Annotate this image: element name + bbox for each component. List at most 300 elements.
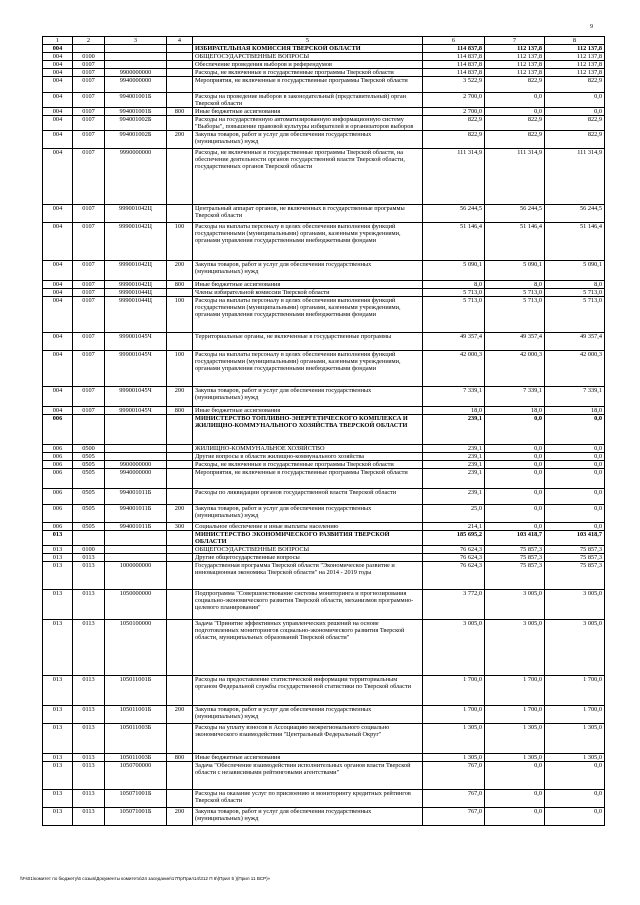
expense-type-cell — [167, 45, 193, 53]
expense-type-cell: 200 — [167, 505, 193, 523]
amount-cell: 75 857,3 — [545, 546, 605, 554]
description-cell: Задача "Принятие эффективных управленческих решений на основе подготовленных мониторингов социально-экономического развития Тверской области, муниципальных образований Тверской области" — [193, 620, 423, 676]
table-row — [43, 415, 605, 445]
target-article-cell: 9940000000 — [105, 469, 167, 489]
description-cell: МИНИСТЕРСТВО ЭКОНОМИЧЕСКОГО РАЗВИТИЯ ТВЕРСКОЙ ОБЛАСТИ — [193, 531, 423, 546]
amount-cell: 5 713,0 — [545, 297, 605, 333]
amount-cell: 2 700,0 — [423, 93, 485, 108]
amount-cell: 5 090,1 — [423, 261, 485, 281]
expense-type-cell: 100 — [167, 297, 193, 333]
section-cell: 0505 — [73, 505, 105, 523]
code-cell: 006 — [43, 505, 73, 523]
code-cell: 013 — [43, 754, 73, 762]
amount-cell: 239,1 — [423, 489, 485, 505]
amount-cell: 5 713,0 — [423, 297, 485, 333]
code-cell: 004 — [43, 149, 73, 205]
amount-cell: 0,0 — [485, 523, 545, 531]
table-row — [43, 149, 605, 205]
amount-cell: 111 314,9 — [485, 149, 545, 205]
expense-type-cell — [167, 790, 193, 808]
target-article-cell: 9940000000 — [105, 77, 167, 93]
target-article-cell: 1000000000 — [105, 562, 167, 590]
column-header: 2 — [73, 37, 105, 45]
amount-cell: 18,0 — [545, 407, 605, 415]
target-article-cell — [105, 45, 167, 53]
table-row — [43, 808, 605, 826]
amount-cell: 5 713,0 — [485, 289, 545, 297]
expense-type-cell: 200 — [167, 706, 193, 724]
amount-cell: 822,9 — [545, 77, 605, 93]
amount-cell: 0,0 — [485, 762, 545, 790]
amount-cell: 0,0 — [485, 445, 545, 453]
amount-cell: 1 305,0 — [485, 724, 545, 754]
amount-cell: 0,0 — [545, 489, 605, 505]
table-row — [43, 45, 605, 53]
table-row — [43, 261, 605, 281]
section-cell: 0107 — [73, 205, 105, 223]
table-row — [43, 489, 605, 505]
code-cell: 004 — [43, 223, 73, 261]
description-cell: Закупка товаров, работ и услуг для обеспечения государственных (муниципальных) нужд — [193, 505, 423, 523]
description-cell: Закупка товаров, работ и услуг для обеспечения государственных (муниципальных) нужд — [193, 387, 423, 407]
amount-cell: 42 000,3 — [545, 351, 605, 387]
expense-type-cell: 200 — [167, 808, 193, 826]
amount-cell: 822,9 — [423, 116, 485, 131]
target-article-cell: 999001042Ц — [105, 261, 167, 281]
target-article-cell: 999001045Ч — [105, 407, 167, 415]
amount-cell: 1 305,0 — [423, 724, 485, 754]
amount-cell: 0,0 — [485, 453, 545, 461]
section-cell: 0107 — [73, 289, 105, 297]
expense-type-cell — [167, 762, 193, 790]
table-row — [43, 223, 605, 261]
amount-cell: 2 700,0 — [423, 108, 485, 116]
target-article-cell: 999001045Ч — [105, 387, 167, 407]
table-row — [43, 469, 605, 489]
amount-cell: 5 713,0 — [423, 289, 485, 297]
description-cell: Задача "Обеспечение взаимодействия исполнительных органов власти Тверской области с независимыми рейтинговыми агентствами" — [193, 762, 423, 790]
amount-cell: 822,9 — [485, 77, 545, 93]
amount-cell: 56 244,5 — [545, 205, 605, 223]
amount-cell: 75 857,3 — [545, 554, 605, 562]
amount-cell: 25,0 — [423, 505, 485, 523]
amount-cell: 3 005,0 — [545, 590, 605, 620]
description-cell: ОБЩЕГОСУДАРСТВЕННЫЕ ВОПРОСЫ — [193, 53, 423, 61]
target-article-cell: 994001011Б — [105, 489, 167, 505]
section-cell: 0107 — [73, 297, 105, 333]
column-header: 6 — [423, 37, 485, 45]
description-cell: Государственная программа Тверской области "Экономическое развитие и инновационная экономика Тверской области" на 2014 - 2019 годы — [193, 562, 423, 590]
target-article-cell: 994001002Б — [105, 131, 167, 149]
budget-table-body — [43, 37, 605, 826]
amount-cell: 111 314,9 — [545, 149, 605, 205]
description-cell: Расходы на оказание услуг по присвоению и мониторингу кредитных рейтингов Тверской области — [193, 790, 423, 808]
description-cell: Подпрограмма "Совершенствование системы мониторинга и прогнозирования социально-экономического развития Тверской области, механизмов программно-целевого планирования" — [193, 590, 423, 620]
amount-cell: 7 339,1 — [545, 387, 605, 407]
table-row — [43, 762, 605, 790]
section-cell: 0107 — [73, 149, 105, 205]
description-cell: Закупка товаров, работ и услуг для обеспечения государственных (муниципальных) нужд — [193, 261, 423, 281]
description-cell: Закупка товаров, работ и услуг для обеспечения государственных (муниципальных) нужд — [193, 131, 423, 149]
amount-cell: 1 700,0 — [485, 706, 545, 724]
table-row — [43, 69, 605, 77]
table-header-row — [43, 37, 605, 45]
table-row — [43, 93, 605, 108]
amount-cell: 0,0 — [545, 762, 605, 790]
code-cell: 004 — [43, 205, 73, 223]
target-article-cell — [105, 453, 167, 461]
section-cell: 0113 — [73, 554, 105, 562]
amount-cell: 239,1 — [423, 469, 485, 489]
amount-cell: 822,9 — [545, 116, 605, 131]
code-cell: 004 — [43, 131, 73, 149]
code-cell: 013 — [43, 590, 73, 620]
code-cell: 013 — [43, 546, 73, 554]
description-cell: Социальное обеспечение и иные выплаты населению — [193, 523, 423, 531]
amount-cell: 103 418,7 — [545, 531, 605, 546]
expense-type-cell — [167, 453, 193, 461]
description-cell: Расходы на предоставление статистической информации территориальным органом Федеральной службы государственной статистики по Тверской области — [193, 676, 423, 706]
section-cell: 0505 — [73, 469, 105, 489]
section-cell: 0100 — [73, 546, 105, 554]
code-cell: 004 — [43, 297, 73, 333]
description-cell: Обеспечение проведения выборов и референдумов — [193, 61, 423, 69]
amount-cell: 112 137,8 — [545, 45, 605, 53]
code-cell: 013 — [43, 790, 73, 808]
amount-cell: 1 700,0 — [423, 676, 485, 706]
amount-cell: 185 695,2 — [423, 531, 485, 546]
description-cell: Другие вопросы в области жилищно-коммунального хозяйства — [193, 453, 423, 461]
expense-type-cell — [167, 469, 193, 489]
table-row — [43, 620, 605, 676]
table-row — [43, 205, 605, 223]
amount-cell: 767,0 — [423, 790, 485, 808]
amount-cell: 5 713,0 — [485, 297, 545, 333]
description-cell: Закупка товаров, работ и услуг для обеспечения государственных (муниципальных) нужд — [193, 808, 423, 826]
target-article-cell: 999001042Ц — [105, 205, 167, 223]
code-cell: 006 — [43, 523, 73, 531]
table-row — [43, 281, 605, 289]
amount-cell: 76 624,3 — [423, 546, 485, 554]
target-article-cell: 999001045Ч — [105, 351, 167, 387]
budget-table — [42, 36, 605, 826]
expense-type-cell — [167, 590, 193, 620]
target-article-cell: 994001001Б — [105, 93, 167, 108]
amount-cell: 0,0 — [545, 505, 605, 523]
target-article-cell: 999001042Ц — [105, 281, 167, 289]
section-cell: 0107 — [73, 387, 105, 407]
section-cell: 0107 — [73, 108, 105, 116]
section-cell: 0107 — [73, 261, 105, 281]
table-row — [43, 53, 605, 61]
page-number: 9 — [590, 24, 593, 30]
section-cell: 0113 — [73, 676, 105, 706]
amount-cell: 214,1 — [423, 523, 485, 531]
amount-cell: 0,0 — [485, 415, 545, 445]
target-article-cell: 994001011Б — [105, 505, 167, 523]
description-cell: Расходы, не включенные в государственные программы Тверской области — [193, 69, 423, 77]
description-cell: ИЗБИРАТЕЛЬНАЯ КОМИССИЯ ТВЕРСКОЙ ОБЛАСТИ — [193, 45, 423, 53]
amount-cell: 0,0 — [545, 790, 605, 808]
expense-type-cell — [167, 562, 193, 590]
section-cell: 0505 — [73, 461, 105, 469]
description-cell: Другие общегосударственные вопросы — [193, 554, 423, 562]
amount-cell: 0,0 — [485, 469, 545, 489]
amount-cell: 3 005,0 — [423, 620, 485, 676]
target-article-cell: 9900000000 — [105, 69, 167, 77]
description-cell: МИНИСТЕРСТВО ТОПЛИВНО-ЭНЕРГЕТИЧЕСКОГО КОМПЛЕКСА И ЖИЛИЩНО-КОММУНАЛЬНОГО ХОЗЯЙСТВА ТВЕРСКОЙ ОБЛАСТИ — [193, 415, 423, 445]
description-cell: Мероприятия, не включенные в государственные программы Тверской области — [193, 469, 423, 489]
amount-cell: 75 857,3 — [545, 562, 605, 590]
amount-cell: 112 137,8 — [485, 69, 545, 77]
description-cell: Иные бюджетные ассигнования — [193, 281, 423, 289]
amount-cell: 1 700,0 — [423, 706, 485, 724]
expense-type-cell: 800 — [167, 754, 193, 762]
expense-type-cell — [167, 724, 193, 754]
target-article-cell: 105011001Б — [105, 676, 167, 706]
amount-cell: 239,1 — [423, 415, 485, 445]
target-article-cell: 999001042Ц — [105, 223, 167, 261]
table-row — [43, 445, 605, 453]
amount-cell: 7 339,1 — [485, 387, 545, 407]
amount-cell: 111 314,9 — [423, 149, 485, 205]
code-cell: 004 — [43, 53, 73, 61]
section-cell: 0113 — [73, 808, 105, 826]
section-cell: 0505 — [73, 523, 105, 531]
expense-type-cell — [167, 554, 193, 562]
description-cell: Иные бюджетные ассигнования — [193, 754, 423, 762]
description-cell: Мероприятия, не включенные в государственные программы Тверской области — [193, 77, 423, 93]
section-cell: 0113 — [73, 754, 105, 762]
amount-cell: 114 837,8 — [423, 69, 485, 77]
code-cell: 013 — [43, 762, 73, 790]
target-article-cell: 994001001Б — [105, 108, 167, 116]
description-cell: Расходы на выплаты персоналу в целях обеспечения выполнения функций государственными (муниципальными) органами, казенными учреждениями, органами управления государственными внебюджетными фондами — [193, 223, 423, 261]
section-cell — [73, 531, 105, 546]
description-cell: Расходы на уплату взносов в Ассоциацию межрегионального социально экономического взаимодействия "Центральный Федеральный Округ" — [193, 724, 423, 754]
amount-cell: 7 339,1 — [423, 387, 485, 407]
column-header: 1 — [43, 37, 73, 45]
amount-cell: 51 146,4 — [485, 223, 545, 261]
code-cell: 006 — [43, 469, 73, 489]
expense-type-cell — [167, 61, 193, 69]
table-row — [43, 562, 605, 590]
expense-type-cell — [167, 620, 193, 676]
description-cell: Расходы на выплаты персоналу в целях обеспечения выполнения функций государственными (муниципальными) органами, казенными учреждениями, органами управления государственными внебюджетными фондами — [193, 297, 423, 333]
expense-type-cell: 800 — [167, 108, 193, 116]
code-cell: 013 — [43, 554, 73, 562]
target-article-cell: 1050100000 — [105, 620, 167, 676]
target-article-cell: 105011003Б — [105, 724, 167, 754]
amount-cell: 75 857,3 — [485, 546, 545, 554]
code-cell: 004 — [43, 61, 73, 69]
target-article-cell: 1050000000 — [105, 590, 167, 620]
code-cell: 006 — [43, 461, 73, 469]
amount-cell: 18,0 — [423, 407, 485, 415]
target-article-cell — [105, 554, 167, 562]
table-row — [43, 333, 605, 351]
code-cell: 006 — [43, 489, 73, 505]
amount-cell: 112 137,8 — [485, 53, 545, 61]
target-article-cell: 999001045Ч — [105, 333, 167, 351]
table-row — [43, 131, 605, 149]
amount-cell: 0,0 — [545, 453, 605, 461]
table-row — [43, 461, 605, 469]
section-cell: 0505 — [73, 489, 105, 505]
description-cell: Расходы на выплаты персоналу в целях обеспечения выполнения функций государственными (муниципальными) органами, казенными учреждениями, органами управления государственными внебюджетными фондами — [193, 351, 423, 387]
amount-cell: 1 700,0 — [545, 676, 605, 706]
table-row — [43, 706, 605, 724]
amount-cell: 0,0 — [545, 93, 605, 108]
amount-cell: 0,0 — [485, 108, 545, 116]
code-cell: 013 — [43, 808, 73, 826]
amount-cell: 822,9 — [485, 116, 545, 131]
amount-cell: 8,0 — [485, 281, 545, 289]
expense-type-cell: 200 — [167, 261, 193, 281]
table-row — [43, 724, 605, 754]
table-row — [43, 387, 605, 407]
amount-cell: 0,0 — [545, 415, 605, 445]
section-cell: 0113 — [73, 562, 105, 590]
section-cell: 0505 — [73, 453, 105, 461]
target-article-cell: 9900000000 — [105, 461, 167, 469]
description-cell: Расходы, не включенные в государственные программы Тверской области, на обеспечение деятельности органов государственной власти Тверской области, государственных органов Тверской области — [193, 149, 423, 205]
amount-cell: 114 837,8 — [423, 45, 485, 53]
amount-cell: 5 713,0 — [545, 289, 605, 297]
target-article-cell — [105, 445, 167, 453]
target-article-cell: 999001044Ц — [105, 297, 167, 333]
section-cell: 0113 — [73, 620, 105, 676]
amount-cell: 1 305,0 — [545, 754, 605, 762]
amount-cell: 3 005,0 — [545, 620, 605, 676]
expense-type-cell — [167, 53, 193, 61]
table-row — [43, 116, 605, 131]
amount-cell: 1 305,0 — [423, 754, 485, 762]
target-article-cell — [105, 53, 167, 61]
column-header: 4 — [167, 37, 193, 45]
amount-cell: 42 000,3 — [485, 351, 545, 387]
amount-cell: 0,0 — [485, 93, 545, 108]
amount-cell: 0,0 — [545, 461, 605, 469]
target-article-cell: 105011001Б — [105, 706, 167, 724]
expense-type-cell: 100 — [167, 223, 193, 261]
amount-cell: 0,0 — [545, 808, 605, 826]
code-cell: 004 — [43, 281, 73, 289]
table-row — [43, 590, 605, 620]
amount-cell: 75 857,3 — [485, 562, 545, 590]
section-cell — [73, 45, 105, 53]
amount-cell: 3 005,0 — [485, 620, 545, 676]
table-row — [43, 676, 605, 706]
table-row — [43, 407, 605, 415]
description-cell: ОБЩЕГОСУДАРСТВЕННЫЕ ВОПРОСЫ — [193, 546, 423, 554]
expense-type-cell: 300 — [167, 523, 193, 531]
expense-type-cell — [167, 546, 193, 554]
amount-cell: 76 624,3 — [423, 554, 485, 562]
code-cell: 004 — [43, 69, 73, 77]
section-cell: 0113 — [73, 724, 105, 754]
code-cell: 013 — [43, 531, 73, 546]
target-article-cell: 999001044Ц — [105, 289, 167, 297]
amount-cell: 822,9 — [545, 131, 605, 149]
code-cell: 013 — [43, 620, 73, 676]
amount-cell: 112 137,8 — [545, 61, 605, 69]
amount-cell: 239,1 — [423, 461, 485, 469]
target-article-cell: 994001002Б — [105, 116, 167, 131]
code-cell: 013 — [43, 724, 73, 754]
amount-cell: 767,0 — [423, 808, 485, 826]
code-cell: 004 — [43, 93, 73, 108]
amount-cell: 822,9 — [423, 131, 485, 149]
target-article-cell — [105, 61, 167, 69]
column-header: 5 — [193, 37, 423, 45]
amount-cell: 0,0 — [545, 108, 605, 116]
section-cell: 0113 — [73, 790, 105, 808]
table-row — [43, 289, 605, 297]
amount-cell: 42 000,3 — [423, 351, 485, 387]
table-row — [43, 108, 605, 116]
amount-cell: 239,1 — [423, 445, 485, 453]
amount-cell: 18,0 — [485, 407, 545, 415]
amount-cell: 76 624,3 — [423, 562, 485, 590]
code-cell: 004 — [43, 77, 73, 93]
amount-cell: 1 305,0 — [485, 754, 545, 762]
amount-cell: 114 837,8 — [423, 61, 485, 69]
table-row — [43, 77, 605, 93]
section-cell: 0107 — [73, 69, 105, 77]
section-cell: 0107 — [73, 333, 105, 351]
code-cell: 004 — [43, 351, 73, 387]
amount-cell: 49 357,4 — [423, 333, 485, 351]
description-cell: Члены избирательной комиссии Тверской области — [193, 289, 423, 297]
code-cell: 006 — [43, 415, 73, 445]
table-row — [43, 453, 605, 461]
expense-type-cell — [167, 445, 193, 453]
target-article-cell — [105, 546, 167, 554]
description-cell: Иные бюджетные ассигнования — [193, 407, 423, 415]
section-cell: 0113 — [73, 706, 105, 724]
code-cell: 004 — [43, 108, 73, 116]
expense-type-cell — [167, 461, 193, 469]
code-cell: 004 — [43, 407, 73, 415]
target-article-cell — [105, 415, 167, 445]
expense-type-cell: 800 — [167, 281, 193, 289]
amount-cell: 0,0 — [485, 505, 545, 523]
section-cell: 0107 — [73, 131, 105, 149]
table-row — [43, 61, 605, 69]
amount-cell: 103 418,7 — [485, 531, 545, 546]
description-cell: Территориальные органы, не включенные в государственные программы — [193, 333, 423, 351]
table-row — [43, 351, 605, 387]
description-cell: Закупка товаров, работ и услуг для обеспечения государственных (муниципальных) нужд — [193, 706, 423, 724]
expense-type-cell — [167, 415, 193, 445]
amount-cell: 822,9 — [485, 131, 545, 149]
table-row — [43, 523, 605, 531]
amount-cell: 49 357,4 — [545, 333, 605, 351]
column-header: 7 — [485, 37, 545, 45]
amount-cell: 114 837,8 — [423, 53, 485, 61]
section-cell — [73, 415, 105, 445]
section-cell: 0107 — [73, 77, 105, 93]
code-cell: 004 — [43, 45, 73, 53]
code-cell: 004 — [43, 387, 73, 407]
section-cell: 0107 — [73, 93, 105, 108]
amount-cell: 239,1 — [423, 453, 485, 461]
table-row — [43, 546, 605, 554]
amount-cell: 0,0 — [545, 445, 605, 453]
table-row — [43, 297, 605, 333]
section-cell: 0107 — [73, 61, 105, 69]
